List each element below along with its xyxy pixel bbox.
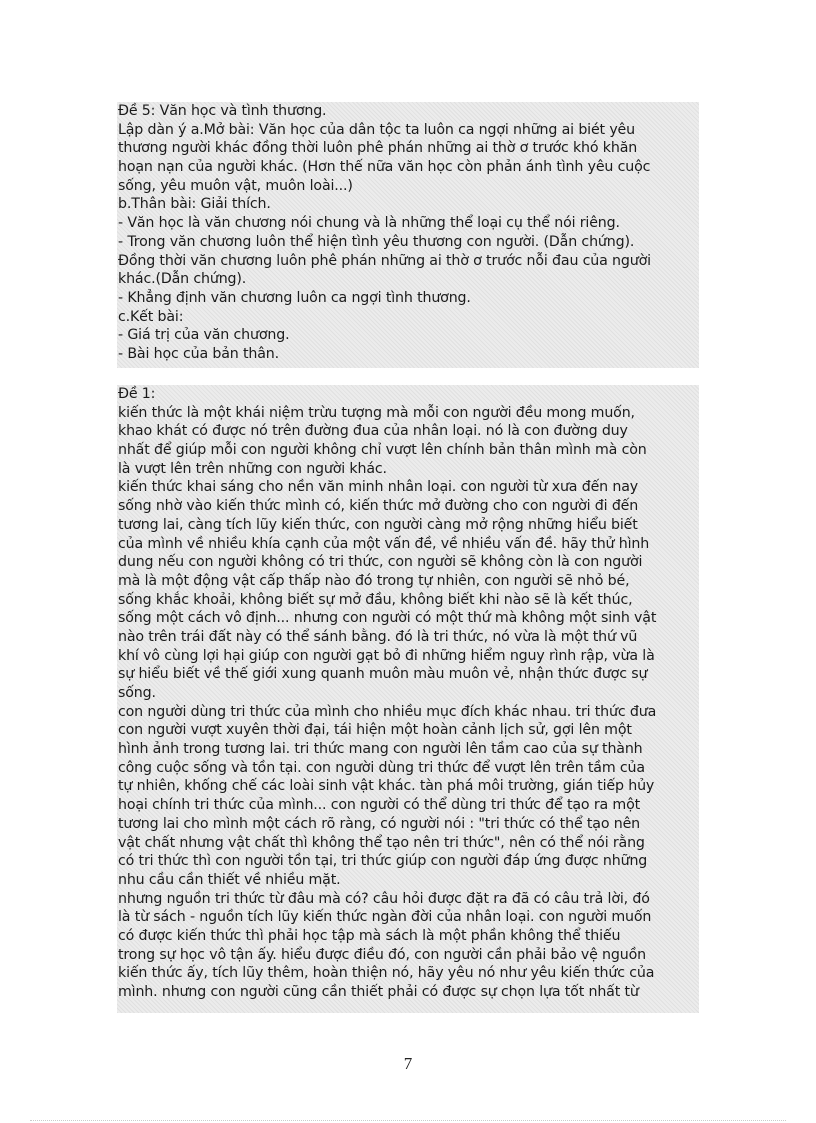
- text-line: nhưng nguồn tri thức từ đâu mà có? câu hỏi được đặt ra đã có câu trả lời, đó: [118, 890, 650, 907]
- text-line: khác.(Dẫn chứng).: [118, 271, 247, 288]
- text-line: - Văn học là văn chương nói chung và là những thể loại cụ thể nói riêng.: [118, 215, 620, 232]
- text-line: nhu cầu cần thiết về nhiều mặt.: [118, 871, 341, 888]
- text-line: sự hiểu biết về thế giới xung quanh muôn màu muôn vẻ, nhận thức được sự: [118, 666, 648, 683]
- text-line: c.Kết bài:: [118, 308, 184, 325]
- text-line: của mình về nhiều khía cạnh của một vấn đề, về nhiều vấn đề. hãy thử hình: [118, 535, 650, 552]
- text-line: khí vô cùng lợi hại giúp con người gạt bỏ đi những hiểm nguy rình rập, vừa là: [118, 647, 655, 664]
- text-line: Lập dàn ý a.Mở bài: Văn học của dân tộc ta luôn ca ngợi những ai biét yêu: [118, 121, 635, 138]
- text-line: - Khẳng định văn chương luôn ca ngợi tình thương.: [118, 289, 471, 306]
- text-line: - Trong văn chương luôn thể hiện tình yêu thương con người. (Dẫn chứng).: [118, 233, 635, 250]
- text-line: có được kiến thức thì phải học tập mà sách là một phần không thể thiếu: [118, 927, 621, 944]
- text-line: kiến thức ấy, tích lũy thêm, hoàn thiện nó, hãy yêu nó như yêu kiến thức của: [118, 965, 655, 982]
- text-line: mình. nhưng con người cũng cần thiết phải có được sự chọn lựa tốt nhất từ: [118, 984, 639, 1000]
- text-line: công cuộc sống và tồn tại. con người dùng tri thức để vượt lên trên tầm của: [118, 759, 645, 776]
- text-line: là vượt lên trên những con người khác.: [118, 460, 387, 477]
- text-line: nhất để giúp mỗi con người không chỉ vượt lên chính bản thân mình mà còn: [118, 442, 647, 459]
- text-line: nào trên trái đất này có thể sánh bằng. đó là tri thức, nó vừa là một thứ vũ: [118, 628, 638, 645]
- text-line: tự nhiên, khống chế các loài sinh vật khác. tàn phá môi trường, gián tiếp hủy: [118, 778, 655, 795]
- essay-topic-1-block: [117, 385, 699, 1013]
- text-line: con người vượt xuyên thời đại, tái hiện một hoàn cảnh lịch sử, gợi lên một: [118, 722, 632, 739]
- text-line: thương người khác đồng thời luôn phê phán những ai thờ ơ trước khó khăn: [118, 140, 638, 157]
- text-line: tương lai, càng tích lũy kiến thức, con người càng mở rộng những hiểu biết: [118, 516, 638, 533]
- text-line: có tri thức thì con người tồn tại, tri thức giúp con người đáp ứng được những: [118, 853, 648, 870]
- text-line: sống nhờ vào kiến thức mình có, kiến thức mở đường cho con người đi đến: [118, 498, 639, 515]
- text-line: hình ảnh trong tương lai. tri thức mang con người lên tầm cao của sự thành: [118, 741, 643, 758]
- text-line: con người dùng tri thức của mình cho nhiều mục đích khác nhau. tri thức đưa: [118, 703, 657, 720]
- text-line: Đồng thời văn chương luôn phê phán những ai thờ ơ trước nỗi đau của người: [118, 252, 651, 269]
- text-line: - Bài học của bản thân.: [118, 345, 279, 362]
- text-line: - Giá trị của văn chương.: [118, 327, 290, 344]
- text-line: hoại chính tri thức của mình... con người có thể dùng tri thức để tạo ra một: [118, 797, 641, 814]
- text-line: kiến thức là một khái niệm trừu tượng mà mỗi con người đều mong muốn,: [118, 404, 635, 421]
- text-line: sống một cách vô định... nhưng con người có một thứ mà không một sinh vật: [118, 610, 657, 627]
- text-line: dung nếu con người không có tri thức, con người sẽ không còn là con người: [118, 554, 643, 571]
- text-line: vật chất nhưng vật chất thì không thể tạo nên tri thức", nên có thể nói rằng: [118, 834, 645, 851]
- text-line: kiến thức khai sáng cho nền văn minh nhân loại. con người từ xưa đến nay: [118, 479, 638, 496]
- text-line: sống, yêu muôn vật, muôn loài...): [118, 177, 353, 194]
- text-line: sống khắc khoải, không biết sự mở đầu, không biết khi nào sẽ là kết thúc,: [118, 591, 633, 608]
- text-line: Đề 1:: [118, 386, 156, 402]
- text-line: trong sự học vô tận ấy. hiểu được điều đó, con người cần phải bảo vệ nguồn: [118, 946, 646, 963]
- text-line: khao khát có được nó trên đường đua của nhân loại. nó là con đường duy: [118, 423, 628, 440]
- text-line: Đề 5: Văn học và tình thương.: [118, 103, 327, 119]
- essay-topic-5-block: [117, 102, 699, 368]
- page-number: 7: [403, 1054, 413, 1073]
- text-line: tương lai cho mình một cách rõ ràng, có người nói : "tri thức có thể tạo nên: [118, 815, 640, 832]
- text-line: là từ sách - nguồn tích lũy kiến thức ngàn đời của nhân loại. con người muốn: [118, 909, 652, 926]
- text-line: b.Thân bài: Giải thích.: [118, 196, 271, 213]
- page-bottom-divider: [30, 1120, 786, 1121]
- text-line: sống.: [118, 685, 156, 701]
- text-line: mà là một động vật cấp thấp nào đó trong tự nhiên, con người sẽ nhỏ bé,: [118, 572, 630, 589]
- text-line: hoạn nạn của người khác. (Hơn thế nữa văn học còn phản ánh tình yêu cuộc: [118, 159, 651, 176]
